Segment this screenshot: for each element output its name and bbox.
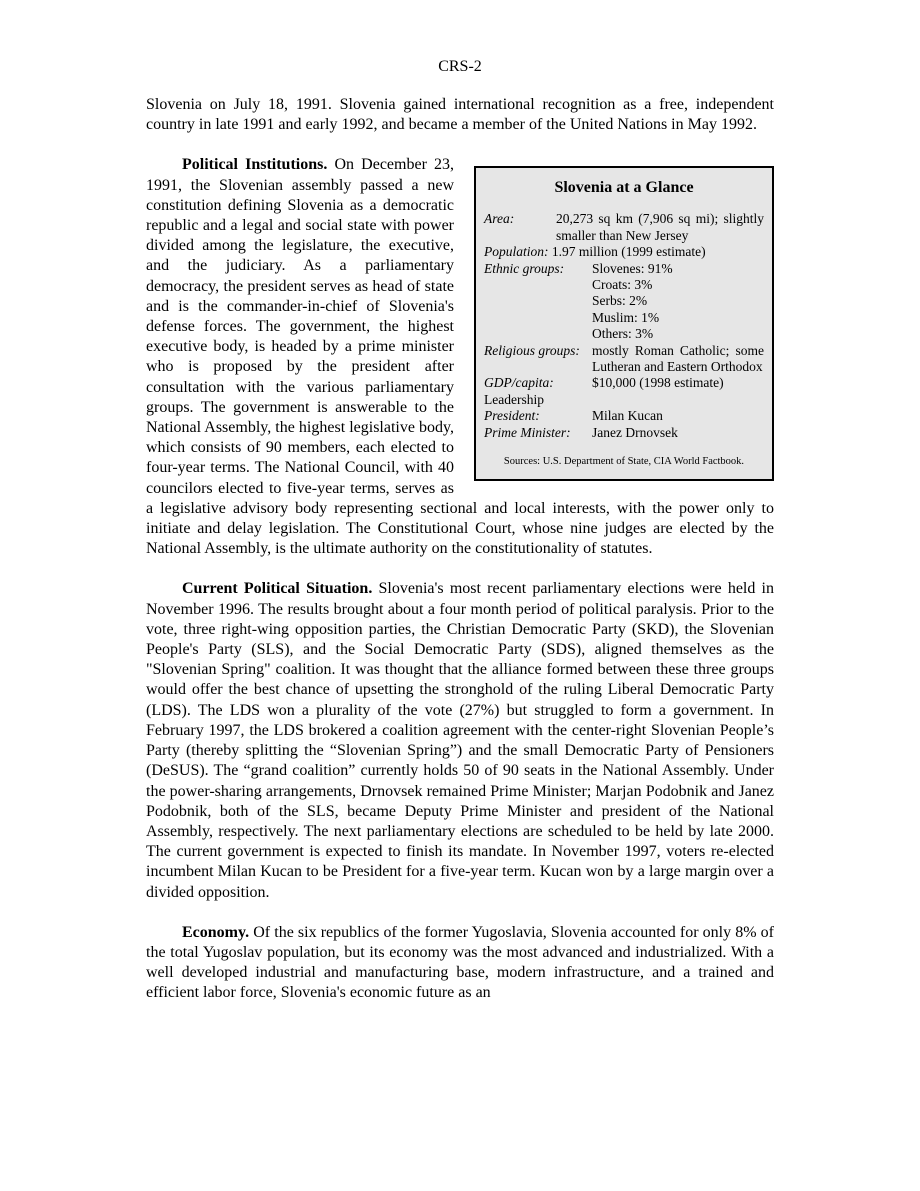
ethnic-group-item: Muslim: 1% [592,309,660,325]
religious-row: Religious groups: mostly Roman Catholic; some Lutheran and Eastern Orthodox [484,342,764,375]
ethnic-group-item: Others: 3% [592,326,654,342]
prime-minister-label: Prime Minister [484,424,567,440]
current-situation-text: Slovenia's most recent parliamentary elections were held in November 1996. The results brought about a four month period of political paralysis. Prior to the vote, three right-wing opposition parties, the Christian Democratic Party (SKD), the Slovenian People's Party (SLS), and the Social Democratic Party (SDS), aligned themselves as the "Slovenian Spring" coalition. It was thought that the alliance formed between these three groups would offer the best chance of upsetting the stronghold of the ruling Liberal Democratic Party (LDS). The LDS won a plurality of the vote (27%) but struggled to form a government. In February 1997, the LDS brokered a coalition agreement with the center-right Slovenian People’s Party (thereby splitting the “Slovenian Spring”) and the small Democratic Party of Pensioners (DeSUS). The “grand coalition” currently holds 50 of 90 seats in the National Assembly. Under the power-sharing arrangements, Drnovsek remained Prime Minister; Marjan Podobnik and Janez Podobnik, both of the SLS, became Deputy Prime Minister and president of the National Assembly, respectively. The next parliamentary elections are scheduled to be held by late 2000. The current government is expected to finish its mandate. In November 1997, voters re-elected incumbent Milan Kucan to be President for a five-year term. Kucan won by a large margin over a divided opposition. [146,580,775,901]
president-label: President [484,408,536,424]
document-body [146,95,774,1004]
political-institutions-text: On December 23, 1991, the Slovenian assembly passed a new constitution defining Slovenia as a democratic republic and a legal and social state with power divided among the legislature, the executive, and the judiciary. As a parliamentary democracy, the president serves as head of state and is the commander-in-chief of Slovenia's defense forces. The government, the highest executive body, is headed by a prime minister who is proposed by the president after consultation with the various parliamentary groups. The government is answerable to the National Assembly, the highest legislative body, which consists of 90 members, each elected to four-year terms. The National Council, with 40 councilors elected to five-year terms, serves as a legislative advisory body representing sectional and local interests, with the power only to initiate and delay legislation. The Constitutional Court, whose nine judges are elected by the National Assembly, is the ultimate authority on the constitutionality of statutes. [146,156,774,558]
population-label: Population [484,244,544,260]
political-institutions-heading: Political Institutions. [182,156,328,174]
glance-title: Slovenia at a Glance [554,179,694,197]
president-value: Milan Kucan [592,408,663,424]
gdp-value: $10,000 (1998 estimate) [592,375,724,391]
economy-text: Of the six republics of the former Yugoslavia, Slovenia accounted for only 8% of the total Yugoslav population, but its economy was the most advanced and industrialized. With a well developed industrial and manufacturing base, modern infrastructure, and a trained and efficient labor force, Slovenia's economic future as an [146,923,775,1002]
population-value: 1.97 million (1999 estimate) [551,244,706,260]
area-value: 20,273 sq km (7,906 sq mi); slightly smaller than New Jersey [556,211,764,243]
current-situation-heading: Current Political Situation. [182,580,373,598]
leadership-label: Leadership [484,391,544,407]
area-row: Area: 20,273 sq km (7,906 sq mi); slightly smaller than New Jersey [484,211,764,243]
religious-value: mostly Roman Catholic; some Lutheran and Eastern Orthodox [592,342,764,375]
gdp-label: GDP/capita: [484,375,554,391]
ethnic-group-item: Slovenes: 91% [592,260,673,276]
ethnic-group-item: Serbs: 2% [592,293,648,309]
page-number-header: CRS-2 [438,58,482,75]
president-row: President: Milan Kucan [484,408,764,424]
sources-note: Sources: U.S. Department of State, CIA World Factbook. [503,456,745,468]
intro-paragraph: Slovenia on July 18, 1991. Slovenia gained international recognition as a free, independent country in late 1991 and early 1992, and became a member of the United Nations in May 1992. [146,96,774,134]
ethnic-group-item: Croats: 3% [592,277,653,293]
prime-minister-row: Prime Minister: Janez Drnovsek [484,425,764,441]
gdp-row [484,375,764,391]
area-label: Area [484,211,510,227]
slovenia-at-a-glance-box [474,166,774,481]
economy-paragraph [146,923,774,1004]
economy-heading: Economy. [182,923,250,941]
current-situation-paragraph [146,579,774,902]
population-row: Population: 1.97 million (1999 estimate) [484,244,764,260]
ethnic-label: Ethnic groups [484,260,560,276]
religious-label: Religious groups [484,342,576,358]
ethnic-row: Ethnic groups: Slovenes: 91% [484,261,764,277]
prime-minister-value: Janez Drnovsek [592,424,678,440]
